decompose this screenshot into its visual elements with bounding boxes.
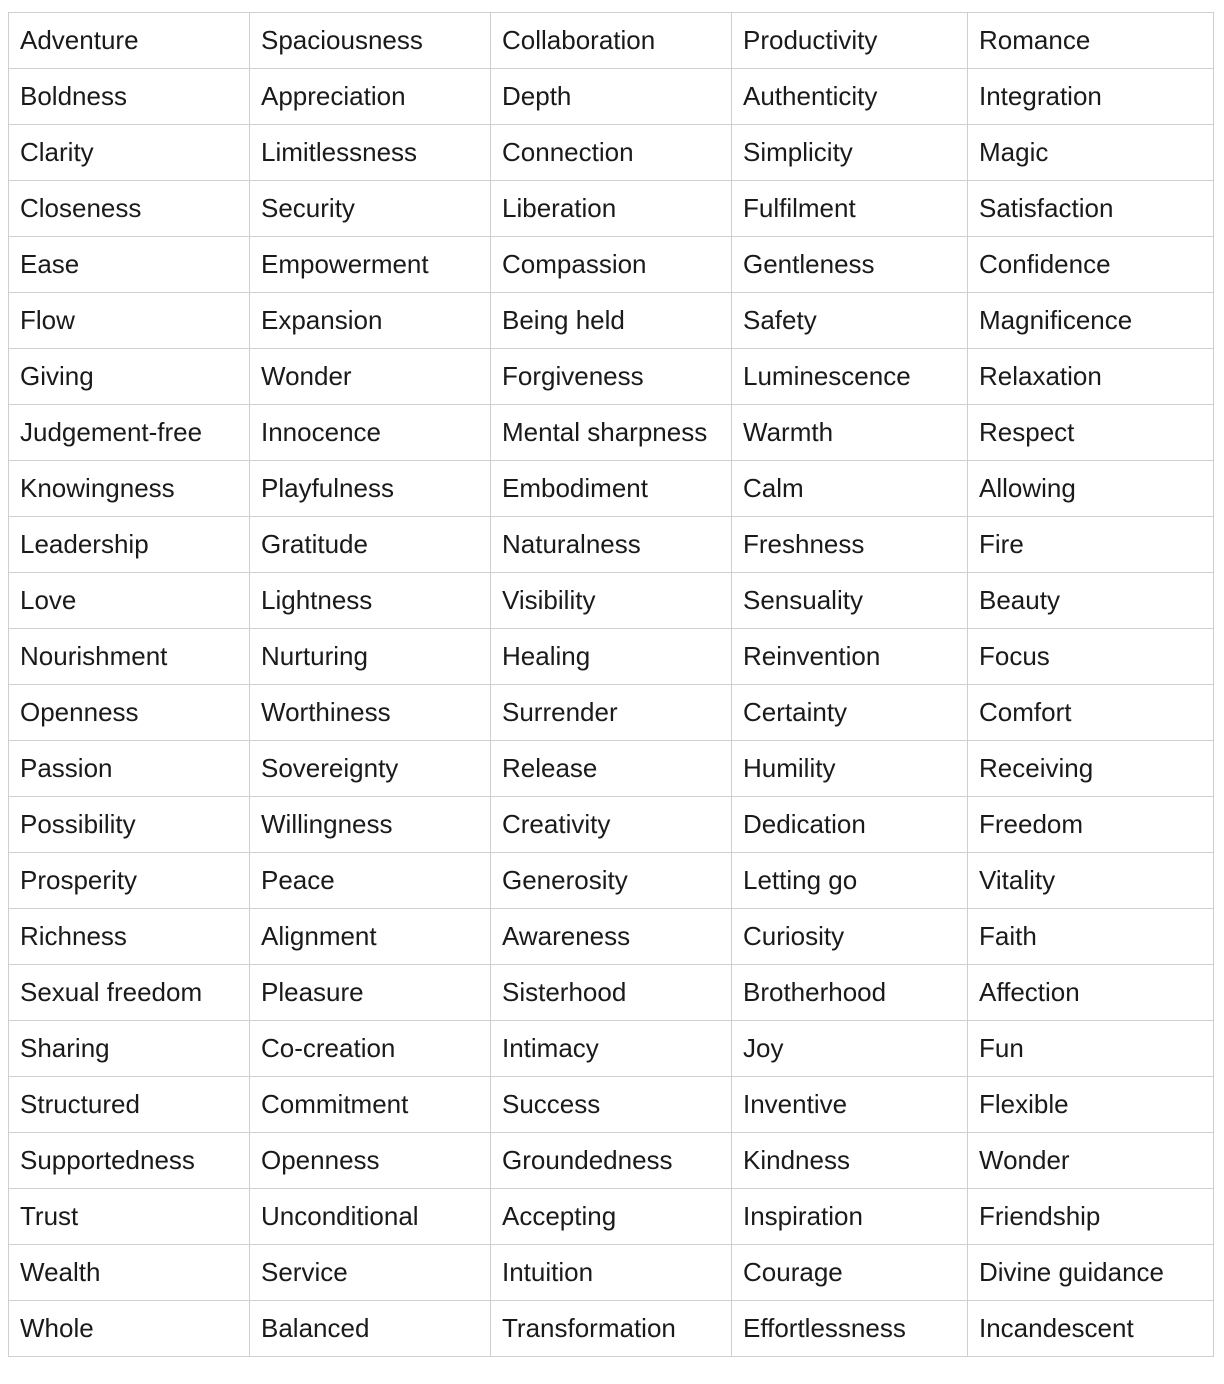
word-table-body bbox=[9, 13, 1214, 1357]
table-cell: Fun bbox=[968, 1021, 1214, 1077]
table-cell: Surrender bbox=[491, 685, 732, 741]
table-cell: Passion bbox=[9, 741, 250, 797]
table-row bbox=[9, 1133, 1214, 1189]
table-cell: Satisfaction bbox=[968, 181, 1214, 237]
table-cell: Clarity bbox=[9, 125, 250, 181]
table-cell: Safety bbox=[732, 293, 968, 349]
table-cell: Divine guidance bbox=[968, 1245, 1214, 1301]
table-cell: Playfulness bbox=[250, 461, 491, 517]
table-cell: Romance bbox=[968, 13, 1214, 69]
table-cell: Transformation bbox=[491, 1301, 732, 1357]
table-cell: Humility bbox=[732, 741, 968, 797]
table-cell: Relaxation bbox=[968, 349, 1214, 405]
table-row bbox=[9, 349, 1214, 405]
table-cell: Magnificence bbox=[968, 293, 1214, 349]
table-cell: Security bbox=[250, 181, 491, 237]
table-cell: Fire bbox=[968, 517, 1214, 573]
table-cell: Success bbox=[491, 1077, 732, 1133]
table-cell: Accepting bbox=[491, 1189, 732, 1245]
table-row bbox=[9, 69, 1214, 125]
table-cell: Authenticity bbox=[732, 69, 968, 125]
table-cell: Incandescent bbox=[968, 1301, 1214, 1357]
table-cell: Certainty bbox=[732, 685, 968, 741]
table-row bbox=[9, 1189, 1214, 1245]
table-cell: Awareness bbox=[491, 909, 732, 965]
table-cell: Appreciation bbox=[250, 69, 491, 125]
table-cell: Being held bbox=[491, 293, 732, 349]
word-table bbox=[8, 12, 1214, 1357]
table-cell: Judgement-free bbox=[9, 405, 250, 461]
table-cell: Courage bbox=[732, 1245, 968, 1301]
table-cell: Dedication bbox=[732, 797, 968, 853]
table-cell: Generosity bbox=[491, 853, 732, 909]
table-row bbox=[9, 181, 1214, 237]
table-row bbox=[9, 293, 1214, 349]
table-row bbox=[9, 405, 1214, 461]
table-cell: Trust bbox=[9, 1189, 250, 1245]
table-cell: Flow bbox=[9, 293, 250, 349]
table-cell: Wonder bbox=[968, 1133, 1214, 1189]
table-cell: Curiosity bbox=[732, 909, 968, 965]
table-cell: Commitment bbox=[250, 1077, 491, 1133]
table-row bbox=[9, 853, 1214, 909]
table-cell: Alignment bbox=[250, 909, 491, 965]
table-cell: Depth bbox=[491, 69, 732, 125]
table-row bbox=[9, 629, 1214, 685]
table-row bbox=[9, 461, 1214, 517]
table-cell: Boldness bbox=[9, 69, 250, 125]
table-cell: Love bbox=[9, 573, 250, 629]
table-cell: Kindness bbox=[732, 1133, 968, 1189]
table-cell: Leadership bbox=[9, 517, 250, 573]
table-cell: Adventure bbox=[9, 13, 250, 69]
table-cell: Focus bbox=[968, 629, 1214, 685]
table-cell: Freshness bbox=[732, 517, 968, 573]
table-cell: Whole bbox=[9, 1301, 250, 1357]
table-cell: Connection bbox=[491, 125, 732, 181]
table-cell: Allowing bbox=[968, 461, 1214, 517]
table-cell: Closeness bbox=[9, 181, 250, 237]
table-cell: Effortlessness bbox=[732, 1301, 968, 1357]
table-cell: Wonder bbox=[250, 349, 491, 405]
table-cell: Brotherhood bbox=[732, 965, 968, 1021]
table-cell: Co-creation bbox=[250, 1021, 491, 1077]
table-cell: Receiving bbox=[968, 741, 1214, 797]
table-cell: Pleasure bbox=[250, 965, 491, 1021]
table-cell: Expansion bbox=[250, 293, 491, 349]
table-cell: Openness bbox=[9, 685, 250, 741]
table-cell: Respect bbox=[968, 405, 1214, 461]
table-cell: Naturalness bbox=[491, 517, 732, 573]
table-cell: Integration bbox=[968, 69, 1214, 125]
table-cell: Unconditional bbox=[250, 1189, 491, 1245]
table-cell: Release bbox=[491, 741, 732, 797]
table-row bbox=[9, 965, 1214, 1021]
table-cell: Inspiration bbox=[732, 1189, 968, 1245]
table-cell: Openness bbox=[250, 1133, 491, 1189]
table-cell: Collaboration bbox=[491, 13, 732, 69]
table-cell: Flexible bbox=[968, 1077, 1214, 1133]
table-cell: Embodiment bbox=[491, 461, 732, 517]
table-row bbox=[9, 1245, 1214, 1301]
table-row bbox=[9, 1301, 1214, 1357]
table-cell: Limitlessness bbox=[250, 125, 491, 181]
table-cell: Luminescence bbox=[732, 349, 968, 405]
table-cell: Innocence bbox=[250, 405, 491, 461]
table-cell: Reinvention bbox=[732, 629, 968, 685]
table-cell: Productivity bbox=[732, 13, 968, 69]
table-cell: Wealth bbox=[9, 1245, 250, 1301]
table-cell: Giving bbox=[9, 349, 250, 405]
table-cell: Letting go bbox=[732, 853, 968, 909]
table-cell: Healing bbox=[491, 629, 732, 685]
table-cell: Nurturing bbox=[250, 629, 491, 685]
table-cell: Freedom bbox=[968, 797, 1214, 853]
table-row bbox=[9, 237, 1214, 293]
table-cell: Inventive bbox=[732, 1077, 968, 1133]
table-row bbox=[9, 1021, 1214, 1077]
table-cell: Groundedness bbox=[491, 1133, 732, 1189]
table-cell: Friendship bbox=[968, 1189, 1214, 1245]
table-cell: Sharing bbox=[9, 1021, 250, 1077]
table-cell: Calm bbox=[732, 461, 968, 517]
table-cell: Spaciousness bbox=[250, 13, 491, 69]
table-cell: Supportedness bbox=[9, 1133, 250, 1189]
table-cell: Compassion bbox=[491, 237, 732, 293]
table-cell: Simplicity bbox=[732, 125, 968, 181]
table-cell: Intimacy bbox=[491, 1021, 732, 1077]
table-cell: Peace bbox=[250, 853, 491, 909]
table-cell: Affection bbox=[968, 965, 1214, 1021]
table-cell: Visibility bbox=[491, 573, 732, 629]
table-cell: Joy bbox=[732, 1021, 968, 1077]
table-cell: Vitality bbox=[968, 853, 1214, 909]
table-cell: Sisterhood bbox=[491, 965, 732, 1021]
table-cell: Knowingness bbox=[9, 461, 250, 517]
table-row bbox=[9, 741, 1214, 797]
table-cell: Sovereignty bbox=[250, 741, 491, 797]
table-cell: Prosperity bbox=[9, 853, 250, 909]
table-cell: Possibility bbox=[9, 797, 250, 853]
table-row bbox=[9, 909, 1214, 965]
table-cell: Nourishment bbox=[9, 629, 250, 685]
table-row bbox=[9, 125, 1214, 181]
table-cell: Sexual freedom bbox=[9, 965, 250, 1021]
table-cell: Gentleness bbox=[732, 237, 968, 293]
table-row bbox=[9, 1077, 1214, 1133]
table-row bbox=[9, 573, 1214, 629]
table-cell: Liberation bbox=[491, 181, 732, 237]
table-cell: Forgiveness bbox=[491, 349, 732, 405]
table-cell: Fulfilment bbox=[732, 181, 968, 237]
table-cell: Magic bbox=[968, 125, 1214, 181]
table-cell: Beauty bbox=[968, 573, 1214, 629]
table-cell: Warmth bbox=[732, 405, 968, 461]
table-cell: Ease bbox=[9, 237, 250, 293]
table-cell: Sensuality bbox=[732, 573, 968, 629]
table-row bbox=[9, 685, 1214, 741]
table-row bbox=[9, 797, 1214, 853]
table-cell: Structured bbox=[9, 1077, 250, 1133]
table-cell: Richness bbox=[9, 909, 250, 965]
table-row bbox=[9, 13, 1214, 69]
table-cell: Faith bbox=[968, 909, 1214, 965]
table-cell: Intuition bbox=[491, 1245, 732, 1301]
table-cell: Confidence bbox=[968, 237, 1214, 293]
table-cell: Balanced bbox=[250, 1301, 491, 1357]
table-cell: Lightness bbox=[250, 573, 491, 629]
table-row bbox=[9, 517, 1214, 573]
table-cell: Empowerment bbox=[250, 237, 491, 293]
table-cell: Gratitude bbox=[250, 517, 491, 573]
table-cell: Worthiness bbox=[250, 685, 491, 741]
table-cell: Mental sharpness bbox=[491, 405, 732, 461]
table-cell: Comfort bbox=[968, 685, 1214, 741]
table-cell: Creativity bbox=[491, 797, 732, 853]
table-cell: Service bbox=[250, 1245, 491, 1301]
table-cell: Willingness bbox=[250, 797, 491, 853]
